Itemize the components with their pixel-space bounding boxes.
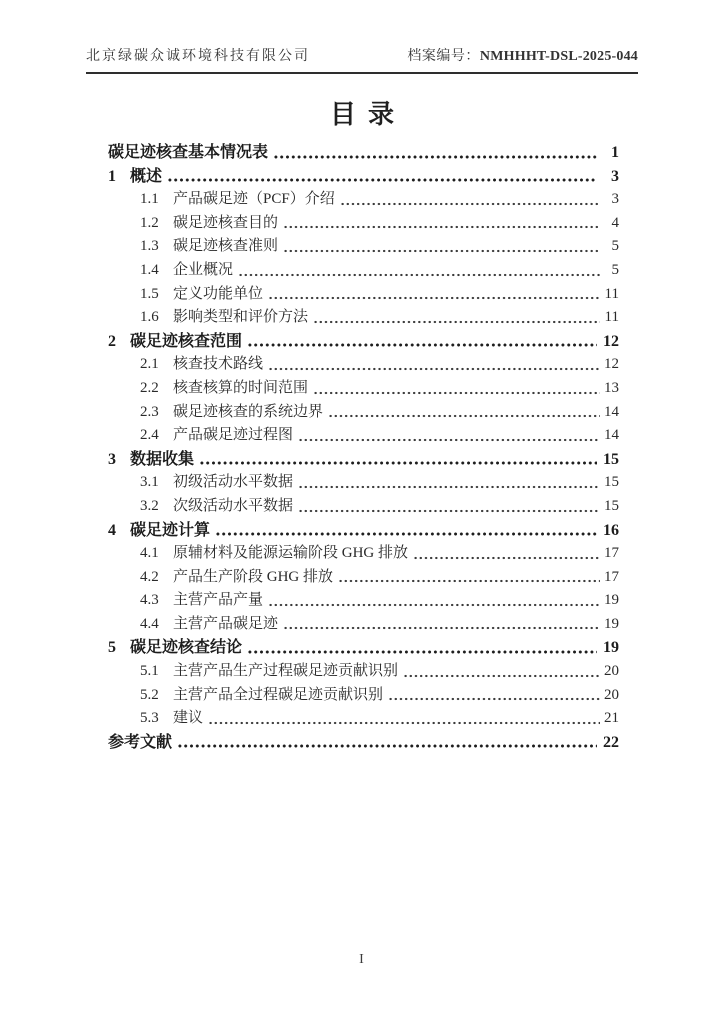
toc-dot-leader: [247, 330, 597, 354]
toc-dot-leader: [283, 613, 600, 637]
toc-entry-label: 建议: [173, 710, 204, 727]
toc-entry-label: 参考文献: [108, 733, 173, 751]
toc-entry-number: 3.1: [140, 474, 159, 491]
toc-entry-label: 概述: [130, 167, 163, 185]
footer-page-number: I: [359, 952, 365, 967]
toc-entry-page: 11: [604, 309, 619, 326]
toc-dot-leader: [167, 165, 597, 189]
toc-entry-label: 碳足迹计算: [130, 521, 211, 539]
toc-row: [108, 353, 619, 377]
toc-row: [108, 495, 619, 519]
toc-entry-label: 企业概况: [173, 261, 234, 278]
toc-row: [108, 165, 619, 189]
toc-entry-number: 1: [108, 167, 116, 185]
toc-dot-leader: [208, 707, 600, 731]
toc-entry-page: 14: [604, 403, 619, 420]
toc-entry-page: 19: [603, 639, 619, 657]
toc-entry-page: 15: [604, 474, 619, 491]
toc-row: [108, 448, 619, 472]
toc-entry-number: 5: [108, 639, 116, 657]
toc-dot-leader: [283, 235, 600, 259]
toc-entry-number: 1.2: [140, 214, 159, 231]
toc-entry-number: 1.4: [140, 261, 159, 278]
toc-row: [108, 636, 619, 660]
toc-entry-page: 14: [604, 427, 619, 444]
toc-entry-label: 碳足迹核查准则: [173, 238, 279, 255]
toc-row: [108, 731, 619, 755]
toc-row: [108, 660, 619, 684]
toc-dot-leader: [388, 684, 600, 708]
toc-entry-label: 初级活动水平数据: [173, 474, 294, 491]
toc-entry-page: 15: [603, 450, 619, 468]
toc-entry-number: 1.3: [140, 238, 159, 255]
toc-entry-page: 21: [604, 710, 619, 727]
toc-entry-number: 2.3: [140, 403, 159, 420]
toc-entry-page: 13: [604, 379, 619, 396]
toc-entry-page: 17: [604, 568, 619, 585]
toc-entry-number: 3: [108, 450, 116, 468]
toc-row: [108, 306, 619, 330]
toc-entry-page: 1: [611, 144, 619, 161]
toc-entry-number: 2.4: [140, 427, 159, 444]
toc-dot-leader: [199, 448, 597, 472]
toc-dot-leader: [298, 471, 600, 495]
toc-entry-label: 核查技术路线: [173, 356, 264, 373]
toc-row: [108, 542, 619, 566]
toc-dot-leader: [298, 495, 600, 519]
toc-entry-number: 1.1: [140, 191, 159, 208]
toc-row: [108, 188, 619, 212]
toc-entry-number: 2.2: [140, 379, 159, 396]
toc-entry-page: 3: [611, 191, 619, 208]
toc-row: [108, 519, 619, 543]
toc-entry-number: 4.1: [140, 545, 159, 562]
toc-entry-label: 主营产品产量: [173, 592, 264, 609]
toc-entry-page: 4: [611, 214, 619, 231]
toc-row: [108, 283, 619, 307]
toc-dot-leader: [177, 731, 597, 755]
toc-entry-label: 主营产品碳足迹: [173, 615, 279, 632]
archive-number-label: 档案编号：: [407, 49, 480, 64]
toc-entry-label: 数据收集: [130, 450, 195, 468]
toc-entry-page: 20: [604, 663, 619, 680]
toc-entry-label: 主营产品全过程碳足迹贡献识别: [173, 686, 384, 703]
toc-dot-leader: [247, 636, 597, 660]
archive-number-value: NMHHHT-DSL-2025-044: [479, 49, 638, 64]
archive-number: [407, 45, 638, 65]
toc-row: [108, 235, 619, 259]
toc-entry-label: 次级活动水平数据: [173, 497, 294, 514]
toc-entry-label: 产品碳足迹过程图: [173, 427, 294, 444]
toc-entry-number: 1.5: [140, 285, 159, 302]
toc-list: [108, 141, 619, 754]
toc-entry-label: 核查核算的时间范围: [173, 379, 309, 396]
toc-dot-leader: [298, 424, 600, 448]
toc-entry-number: 2: [108, 332, 116, 350]
toc-entry-label: 碳足迹核查结论: [130, 639, 243, 657]
toc-row: [108, 613, 619, 637]
toc-row: [108, 259, 619, 283]
toc-entry-number: 5.2: [140, 686, 159, 703]
toc-row: [108, 377, 619, 401]
toc-entry-page: 19: [604, 615, 619, 632]
toc-dot-leader: [268, 353, 600, 377]
toc-entry-label: 碳足迹核查范围: [130, 332, 243, 350]
toc-entry-number: 4: [108, 521, 116, 539]
toc-dot-leader: [268, 589, 600, 613]
toc-entry-page: 5: [611, 261, 619, 278]
toc-entry-number: 5.1: [140, 663, 159, 680]
toc-entry-page: 15: [604, 497, 619, 514]
toc-entry-page: 19: [604, 592, 619, 609]
toc-entry-label: 产品生产阶段 GHG 排放: [173, 568, 333, 585]
toc-row: [108, 401, 619, 425]
toc-entry-page: 3: [611, 167, 619, 185]
toc-row: [108, 566, 619, 590]
toc-entry-label: 定义功能单位: [173, 285, 264, 302]
toc-entry-number: 4.2: [140, 568, 159, 585]
toc-entry-label: 碳足迹核查目的: [173, 214, 279, 231]
toc-row: [108, 330, 619, 354]
toc-entry-page: 11: [604, 285, 619, 302]
toc-entry-number: 3.2: [140, 497, 159, 514]
toc-dot-leader: [268, 283, 600, 307]
toc-entry-number: 1.6: [140, 309, 159, 326]
toc-entry-label: 影响类型和评价方法: [173, 309, 309, 326]
toc-entry-number: 2.1: [140, 356, 159, 373]
toc-dot-leader: [238, 259, 600, 283]
toc-entry-number: 5.3: [140, 710, 159, 727]
toc-entry-page: 5: [611, 238, 619, 255]
toc-entry-page: 22: [603, 733, 619, 751]
toc-dot-leader: [215, 519, 597, 543]
company-name: 北京绿碳众诚环境科技有限公司: [86, 49, 310, 64]
toc-dot-leader: [338, 566, 600, 590]
toc-entry-page: 16: [603, 521, 619, 539]
toc-dot-leader: [283, 212, 600, 236]
toc-entry-label: 碳足迹核查基本情况表: [108, 144, 269, 161]
toc-entry-page: 20: [604, 686, 619, 703]
toc-row: [108, 212, 619, 236]
toc-row: [108, 684, 619, 708]
toc-row: [108, 424, 619, 448]
toc-entry-page: 12: [604, 356, 619, 373]
toc-dot-leader: [413, 542, 600, 566]
toc-row: [108, 707, 619, 731]
toc-dot-leader: [403, 660, 600, 684]
toc-entry-page: 12: [603, 332, 619, 350]
toc-entry-number: 4.4: [140, 615, 159, 632]
toc-dot-leader: [340, 188, 600, 212]
toc-entry-number: 4.3: [140, 592, 159, 609]
toc-row: [108, 141, 619, 165]
toc-entry-label: 产品碳足迹（PCF）介绍: [173, 191, 335, 208]
toc-dot-leader: [273, 141, 597, 165]
page-title: 目录: [329, 100, 406, 129]
page-header: [86, 45, 638, 74]
toc-entry-label: 原辅材料及能源运输阶段 GHG 排放: [173, 545, 408, 562]
toc-row: [108, 589, 619, 613]
toc-entry-label: 碳足迹核查的系统边界: [173, 403, 324, 420]
toc-dot-leader: [313, 377, 600, 401]
toc-entry-page: 17: [604, 545, 619, 562]
toc-dot-leader: [313, 306, 600, 330]
toc-row: [108, 471, 619, 495]
toc-entry-label: 主营产品生产过程碳足迹贡献识别: [173, 663, 399, 680]
toc-dot-leader: [328, 401, 600, 425]
